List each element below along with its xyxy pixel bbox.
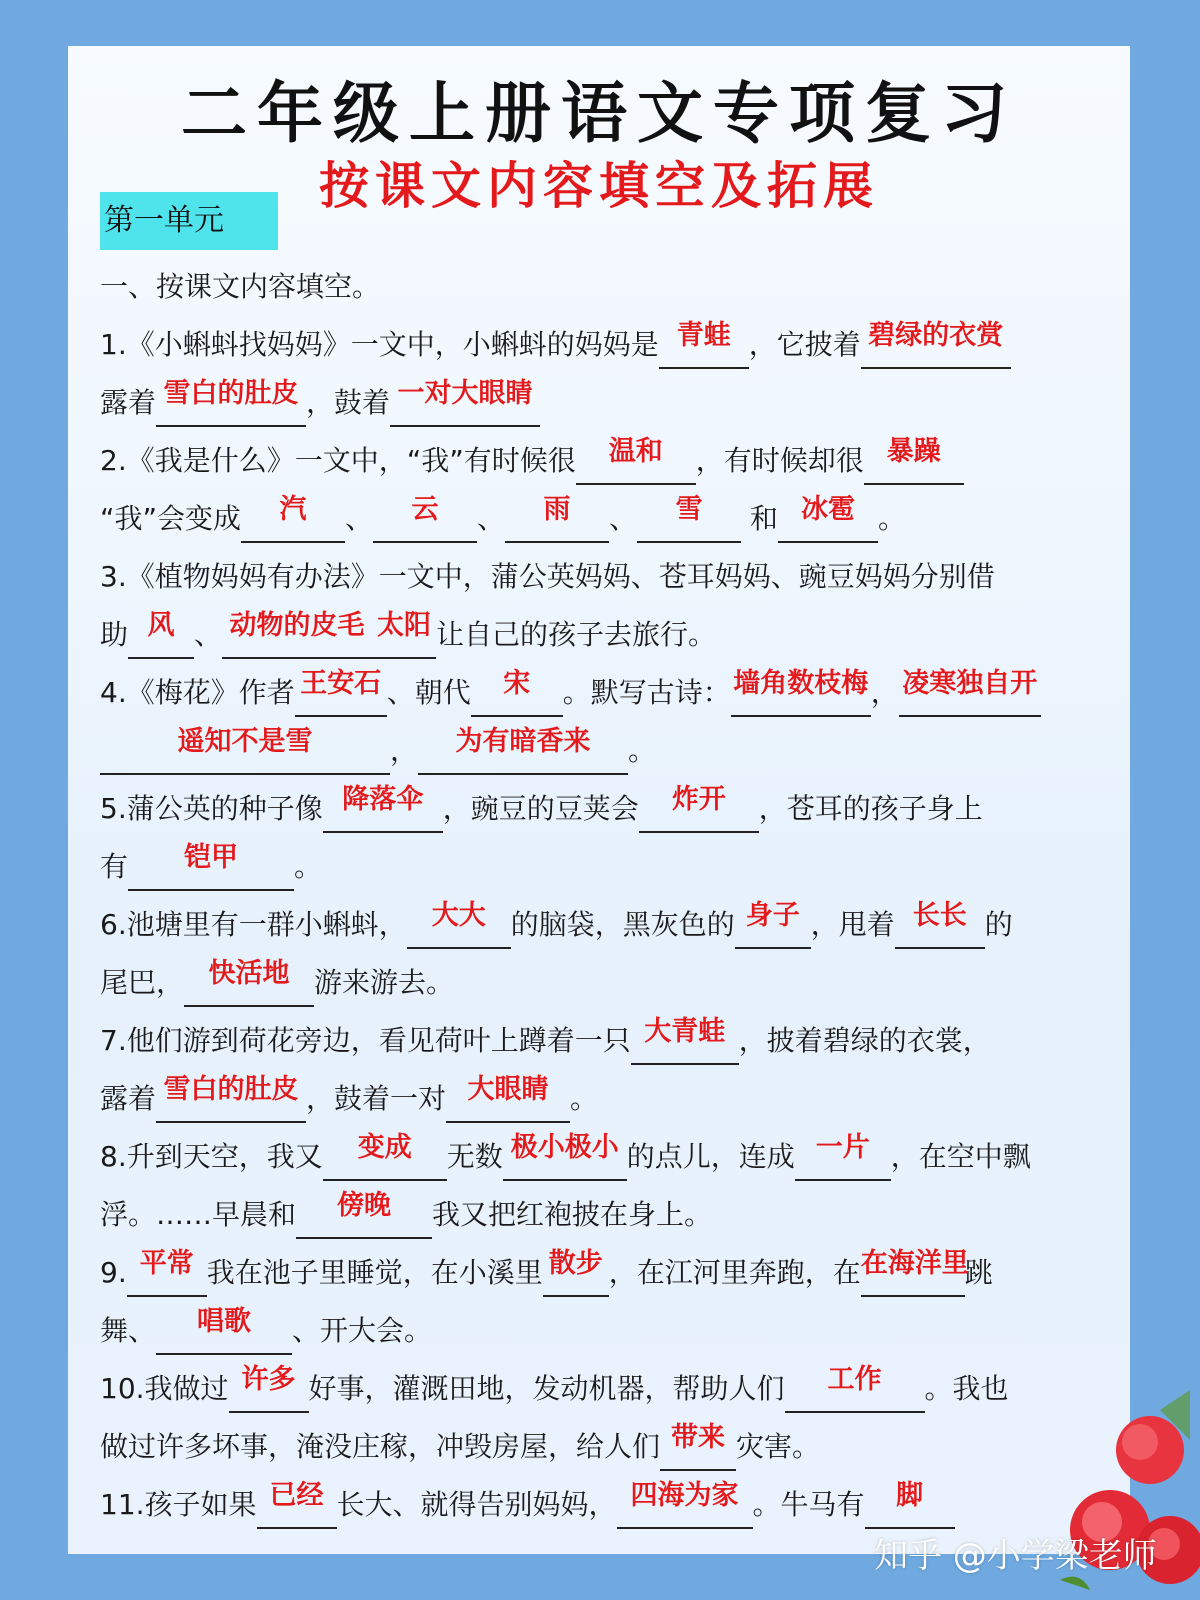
q9-text: 、开大会。 — [292, 1314, 433, 1347]
q2-answer: 雪 — [675, 494, 703, 525]
q2-answer: 云 — [411, 494, 439, 525]
q6-answer: 快活地 — [208, 958, 290, 989]
q9-answer: 唱歌 — [197, 1306, 252, 1337]
q6-answer: 身子 — [745, 900, 800, 931]
q2-text: 、 — [345, 502, 374, 535]
exercise-list — [100, 258, 1110, 1534]
question-8 — [100, 1128, 1110, 1186]
q8-text: 的点儿，连成 — [626, 1140, 795, 1173]
page-subtitle: 按课文内容填空及拓展 — [319, 157, 879, 215]
question-2 — [100, 432, 1110, 490]
q2-text: 2.《我是什么》一文中，“我”有时候很 — [100, 444, 576, 477]
q4-answer: 王安石 — [300, 668, 382, 699]
q6-text: 的 — [984, 908, 1013, 941]
question-6-cont — [100, 954, 1110, 1012]
q5-text: 5.蒲公英的种子像 — [100, 792, 323, 825]
worksheet — [68, 46, 1130, 1554]
q4-blank — [100, 726, 390, 775]
q4-answer: 为有暗香来 — [455, 726, 591, 757]
q2-text: “我”会变成 — [100, 502, 242, 535]
q11-answer: 四海为家 — [630, 1480, 739, 1511]
q7-text: ，披着碧绿的衣裳， — [738, 1024, 991, 1057]
q8-text: 8.升到天空，我又 — [100, 1140, 323, 1173]
q1-text: 露着 — [100, 386, 157, 419]
question-7-cont — [100, 1070, 1110, 1128]
q6-blank — [735, 900, 811, 949]
q11-answer: 已经 — [269, 1480, 324, 1511]
q3-answer: 风 — [147, 610, 175, 641]
q2-text: 、 — [477, 502, 506, 535]
q8-text: ，在空中飘 — [890, 1140, 1031, 1173]
q11-answer: 脚 — [896, 1480, 924, 1511]
q2-answer: 暴躁 — [886, 436, 941, 467]
q10-text: 好事，灌溉田地，发动机器，帮助人们 — [308, 1372, 785, 1405]
q11-blank — [257, 1480, 337, 1529]
q4-text: ， — [870, 676, 899, 709]
q9-blank — [127, 1248, 207, 1297]
q4-answer: 宋 — [503, 668, 531, 699]
watermark: 知乎 @小学梁老师 — [874, 1536, 1157, 1576]
q8-answer: 一片 — [815, 1132, 870, 1163]
q4-answer: 遥知不是雪 — [177, 726, 313, 757]
q3-blank — [222, 610, 372, 659]
q9-blank — [156, 1306, 292, 1355]
q3-text: 让自己的孩子去旅行。 — [436, 618, 717, 651]
question-8-cont — [100, 1186, 1110, 1244]
q9-text: 我在池子里睡觉，在小溪里 — [206, 1256, 543, 1289]
q9-answer: 在海洋里 — [860, 1248, 969, 1279]
q5-blank — [323, 784, 443, 833]
q4-blank — [418, 726, 628, 775]
q1-blank — [861, 320, 1011, 369]
q4-text: 4.《梅花》作者 — [100, 676, 295, 709]
q11-text: 。牛马有 — [752, 1488, 865, 1521]
question-1 — [100, 316, 1110, 374]
q4-blank — [899, 668, 1041, 717]
question-10-cont — [100, 1418, 1110, 1476]
q2-blank — [505, 494, 609, 543]
q10-text: 灾害。 — [736, 1430, 821, 1463]
q7-text: 露着 — [100, 1082, 157, 1115]
q9-answer: 平常 — [139, 1248, 194, 1279]
q5-answer: 降落伞 — [342, 784, 424, 815]
q2-blank — [778, 494, 878, 543]
q10-text: 。我也 — [924, 1372, 1009, 1405]
q3-text: 助 — [100, 618, 129, 651]
q6-blank — [895, 900, 985, 949]
q9-answer: 散步 — [548, 1248, 603, 1279]
q2-blank — [373, 494, 477, 543]
q10-blank — [785, 1364, 925, 1413]
q8-answer: 极小极小 — [510, 1132, 619, 1163]
q7-blank — [156, 1074, 306, 1123]
q2-answer: 雨 — [543, 494, 571, 525]
q1-text: ，它披着 — [748, 328, 861, 361]
q6-text: 游来游去。 — [314, 966, 455, 999]
q10-answer: 工作 — [827, 1364, 882, 1395]
question-6 — [100, 896, 1110, 954]
q9-text: 9. — [100, 1256, 127, 1289]
q2-text: ，有时候却很 — [695, 444, 864, 477]
question-4 — [100, 664, 1110, 722]
q3-blank — [372, 610, 436, 659]
q3-answer: 动物的皮毛 — [229, 610, 365, 641]
q2-blank — [637, 494, 741, 543]
section-heading: 一、按课文内容填空。 — [100, 270, 381, 303]
q2-answer: 汽 — [279, 494, 307, 525]
q8-blank — [323, 1132, 447, 1181]
q7-answer: 大青蛙 — [644, 1016, 726, 1047]
q7-blank — [446, 1074, 570, 1123]
q10-blank — [660, 1422, 736, 1471]
q4-text: 。默写古诗： — [562, 676, 731, 709]
q3-blank — [128, 610, 194, 659]
q1-blank — [390, 378, 540, 427]
q1-text: ，鼓着 — [306, 386, 391, 419]
q6-text: 6.池塘里有一群小蝌蚪， — [100, 908, 407, 941]
q5-answer: 炸开 — [671, 784, 726, 815]
q1-blank — [156, 378, 306, 427]
q10-blank — [229, 1364, 309, 1413]
question-9 — [100, 1244, 1110, 1302]
q11-text: 11.孩子如果 — [100, 1488, 257, 1521]
q2-text: 和 — [741, 502, 778, 535]
question-2-cont — [100, 490, 1110, 548]
q1-answer: 一对大眼睛 — [397, 378, 533, 409]
q2-answer: 冰雹 — [800, 494, 855, 525]
q11-blank — [865, 1480, 955, 1529]
q5-text: 。 — [294, 850, 323, 883]
q2-text: 。 — [877, 502, 906, 535]
q1-blank — [659, 320, 749, 369]
q6-text: ，甩着 — [810, 908, 895, 941]
q6-text: 尾巴， — [100, 966, 185, 999]
q8-blank — [503, 1132, 627, 1181]
q7-answer: 大眼睛 — [467, 1074, 549, 1105]
q1-text: 1.《小蝌蚪找妈妈》一文中，小蝌蚪的妈妈是 — [100, 328, 659, 361]
q4-blank — [731, 668, 871, 717]
q9-text: 跳 — [964, 1256, 993, 1289]
q10-text: 10.我做过 — [100, 1372, 229, 1405]
q6-blank — [184, 958, 314, 1007]
q3-answer: 太阳 — [377, 610, 432, 641]
q8-answer: 变成 — [357, 1132, 412, 1163]
q8-answer: 傍晚 — [337, 1190, 392, 1221]
q4-text: 、朝代 — [386, 676, 471, 709]
q4-blank — [295, 668, 387, 717]
q1-answer: 青蛙 — [676, 320, 731, 351]
question-3-cont — [100, 606, 1110, 664]
q2-text: 、 — [609, 502, 638, 535]
q8-blank — [795, 1132, 891, 1181]
unit-label: 第一单元 — [100, 192, 278, 250]
q4-text: 。 — [628, 734, 657, 767]
q1-answer: 碧绿的衣赏 — [868, 320, 1004, 351]
q5-text: 有 — [100, 850, 129, 883]
q6-answer: 大大 — [431, 900, 486, 931]
question-11 — [100, 1476, 1110, 1534]
q7-answer: 雪白的肚皮 — [163, 1074, 299, 1105]
q5-answer: 铠甲 — [184, 842, 239, 873]
q5-blank — [639, 784, 759, 833]
q5-blank — [128, 842, 294, 891]
q2-answer: 温和 — [608, 436, 663, 467]
q8-text: 无数 — [446, 1140, 503, 1173]
q5-text: ，苍耳的孩子身上 — [758, 792, 983, 825]
q9-blank — [860, 1248, 969, 1297]
q11-blank — [617, 1480, 753, 1529]
q8-text: 浮。……早晨和 — [100, 1198, 297, 1231]
q9-text: 舞、 — [100, 1314, 157, 1347]
q7-text: ，鼓着一对 — [306, 1082, 447, 1115]
q10-answer: 许多 — [241, 1364, 296, 1395]
q4-answer: 凌寒独自开 — [902, 668, 1038, 699]
q10-text: 做过许多坏事，淹没庄稼，冲毁房屋，给人们 — [100, 1430, 661, 1463]
q2-blank — [576, 436, 696, 485]
q1-answer: 雪白的肚皮 — [163, 378, 299, 409]
q7-blank — [631, 1016, 739, 1065]
q11-text: 长大、就得告别妈妈， — [336, 1488, 617, 1521]
q6-blank — [407, 900, 511, 949]
q6-answer: 长长 — [912, 900, 967, 931]
q8-blank — [296, 1190, 432, 1239]
question-9-cont — [100, 1302, 1110, 1360]
q5-text: ，豌豆的豆荚会 — [442, 792, 639, 825]
question-10 — [100, 1360, 1110, 1418]
q4-answer: 墙角数枝梅 — [733, 668, 869, 699]
q3-text: 3.《植物妈妈有办法》一文中，蒲公英妈妈、苍耳妈妈、豌豆妈妈分别借 — [100, 560, 995, 593]
question-7 — [100, 1012, 1110, 1070]
question-3 — [100, 548, 1110, 606]
question-5 — [100, 780, 1110, 838]
q10-answer: 带来 — [671, 1422, 726, 1453]
question-1-cont — [100, 374, 1110, 432]
q4-blank — [471, 668, 563, 717]
q6-text: 的脑袋，黑灰色的 — [510, 908, 735, 941]
question-5-cont — [100, 838, 1110, 896]
q9-blank — [543, 1248, 609, 1297]
page-title: 二年级上册语文专项复习 — [181, 75, 1017, 152]
q9-text: ，在江河里奔跑，在 — [608, 1256, 861, 1289]
q2-blank — [864, 436, 964, 485]
q4-text: ， — [390, 734, 419, 767]
q3-text: 、 — [194, 618, 223, 651]
q8-text: 我又把红袍披在身上。 — [432, 1198, 713, 1231]
q7-text: 7.他们游到荷花旁边，看见荷叶上蹲着一只 — [100, 1024, 631, 1057]
question-4-cont — [100, 722, 1110, 780]
q7-text: 。 — [570, 1082, 599, 1115]
q2-blank — [241, 494, 345, 543]
